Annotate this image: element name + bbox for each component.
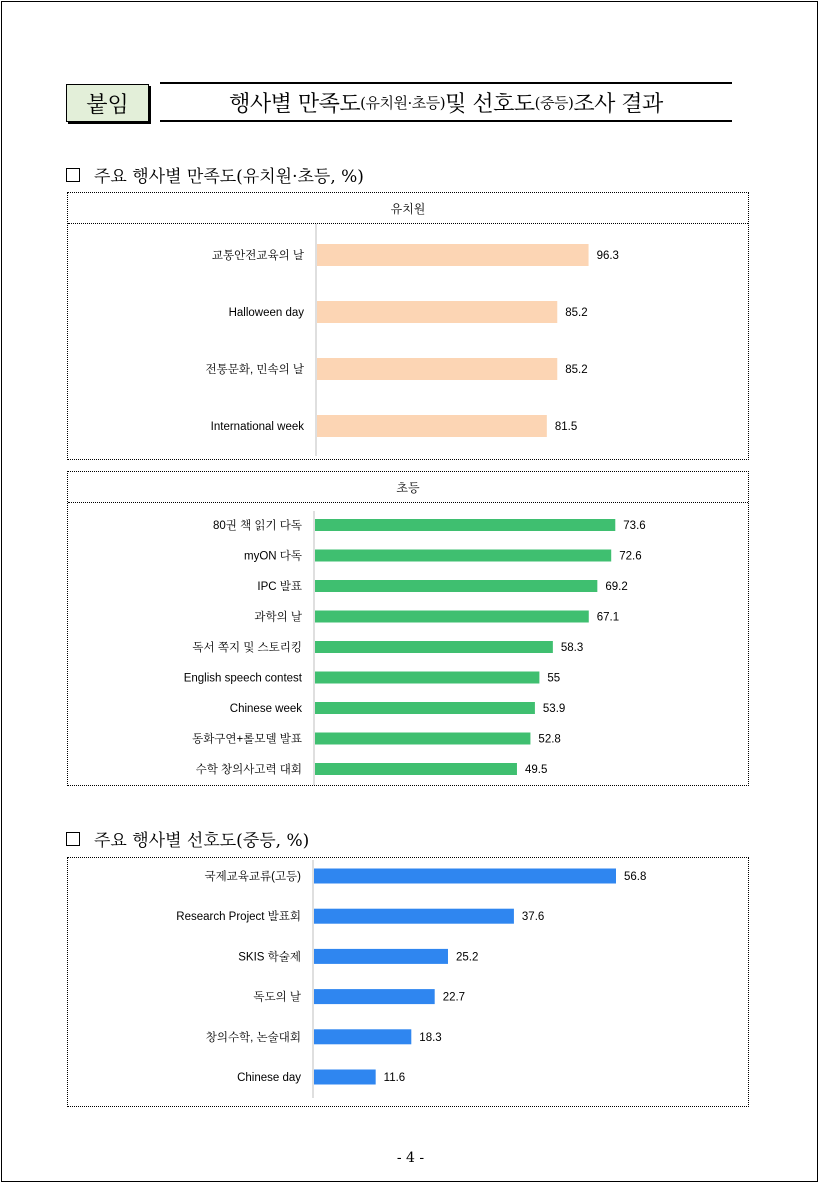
title-paren-1: (유치원·초등) (360, 93, 446, 112)
bar (314, 909, 514, 924)
appendix-badge: 붙임 (66, 84, 149, 122)
value-label: 85.2 (565, 364, 588, 376)
bar (315, 519, 615, 531)
category-label: International week (210, 421, 304, 433)
category-label: 창의수학, 논술대회 (205, 1031, 301, 1044)
bar (315, 733, 530, 745)
category-label: 독서 쪽지 및 스토리킹 (192, 642, 302, 654)
checkbox-square-icon (66, 168, 80, 182)
value-label: 69.2 (605, 581, 628, 593)
value-label: 56.8 (624, 871, 647, 883)
bar (314, 1029, 411, 1044)
bar (315, 580, 597, 592)
value-label: 11.6 (383, 1072, 406, 1084)
middle-chart-box (67, 857, 749, 1107)
category-label: Chinese day (237, 1072, 301, 1084)
category-label: 전통문화, 민속의 날 (205, 364, 304, 376)
value-label: 67.1 (596, 611, 620, 624)
value-label: 49.5 (524, 764, 548, 776)
value-label: 37.6 (521, 911, 545, 924)
category-label: Chinese week (229, 703, 302, 715)
satisfaction-heading-text: 주요 행사별 만족도(유치원·초등, %) (94, 167, 364, 187)
title-paren-2: (중등) (534, 93, 574, 112)
category-label: 국제교육교류(고등) (204, 871, 301, 883)
bar (317, 358, 557, 380)
bar (315, 550, 611, 562)
bar (315, 763, 517, 775)
value-label: 72.6 (619, 550, 642, 563)
bar (317, 244, 589, 266)
bar (317, 301, 557, 323)
category-label: 과학의 날 (254, 611, 302, 624)
title-main: 행사별 만족도 (229, 91, 361, 117)
value-label: 53.9 (542, 703, 566, 715)
elementary-chart-svg (68, 503, 748, 785)
page-title (160, 82, 732, 122)
value-label: 18.3 (419, 1031, 442, 1044)
category-label: 교통안전교육의 날 (211, 250, 304, 262)
kindergarten-chart-box (67, 192, 749, 460)
bar (315, 611, 589, 623)
satisfaction-heading (66, 162, 364, 187)
kindergarten-chart-title: 유치원 (68, 193, 748, 224)
value-label: 73.6 (623, 520, 646, 532)
value-label: 96.3 (596, 250, 619, 262)
bar (315, 641, 553, 653)
title-end: 조사 결과 (573, 91, 663, 117)
category-label: 동화구연+롤모델 발표 (192, 733, 302, 746)
category-label: Halloween day (228, 307, 304, 319)
bar (317, 415, 547, 437)
category-label: SKIS 학술제 (238, 951, 301, 964)
preference-heading-text: 주요 행사별 선호도(중등, %) (94, 831, 310, 851)
category-label: 수학 창의사고력 대회 (195, 764, 302, 776)
value-label: 25.2 (455, 951, 479, 964)
category-label: myON 다독 (244, 550, 302, 563)
bar (315, 702, 535, 714)
value-label: 55 (547, 672, 561, 685)
page-number: - 4 - (396, 1150, 425, 1166)
category-label: IPC 발표 (257, 581, 302, 593)
title-mid: 및 선호도 (445, 91, 535, 117)
elementary-chart-box (67, 471, 749, 786)
bar (314, 949, 448, 964)
value-label: 58.3 (560, 642, 584, 654)
checkbox-square-icon (66, 832, 80, 846)
bar (315, 672, 539, 684)
value-label: 85.2 (565, 307, 588, 319)
category-label: 80권 책 읽기 다독 (212, 520, 302, 532)
category-label: Research Project 발표회 (176, 911, 301, 924)
bar (314, 869, 616, 884)
kindergarten-chart-svg (68, 224, 748, 459)
preference-heading (66, 826, 309, 851)
value-label: 22.7 (442, 991, 466, 1004)
value-label: 52.8 (538, 733, 561, 746)
value-label: 81.5 (554, 421, 578, 433)
title-row (66, 82, 734, 124)
middle-chart-svg (68, 858, 748, 1106)
category-label: English speech contest (183, 672, 302, 685)
bar (314, 989, 435, 1004)
elementary-chart-title: 초등 (68, 472, 748, 503)
bar (314, 1070, 376, 1085)
category-label: 독도의 날 (253, 991, 301, 1004)
